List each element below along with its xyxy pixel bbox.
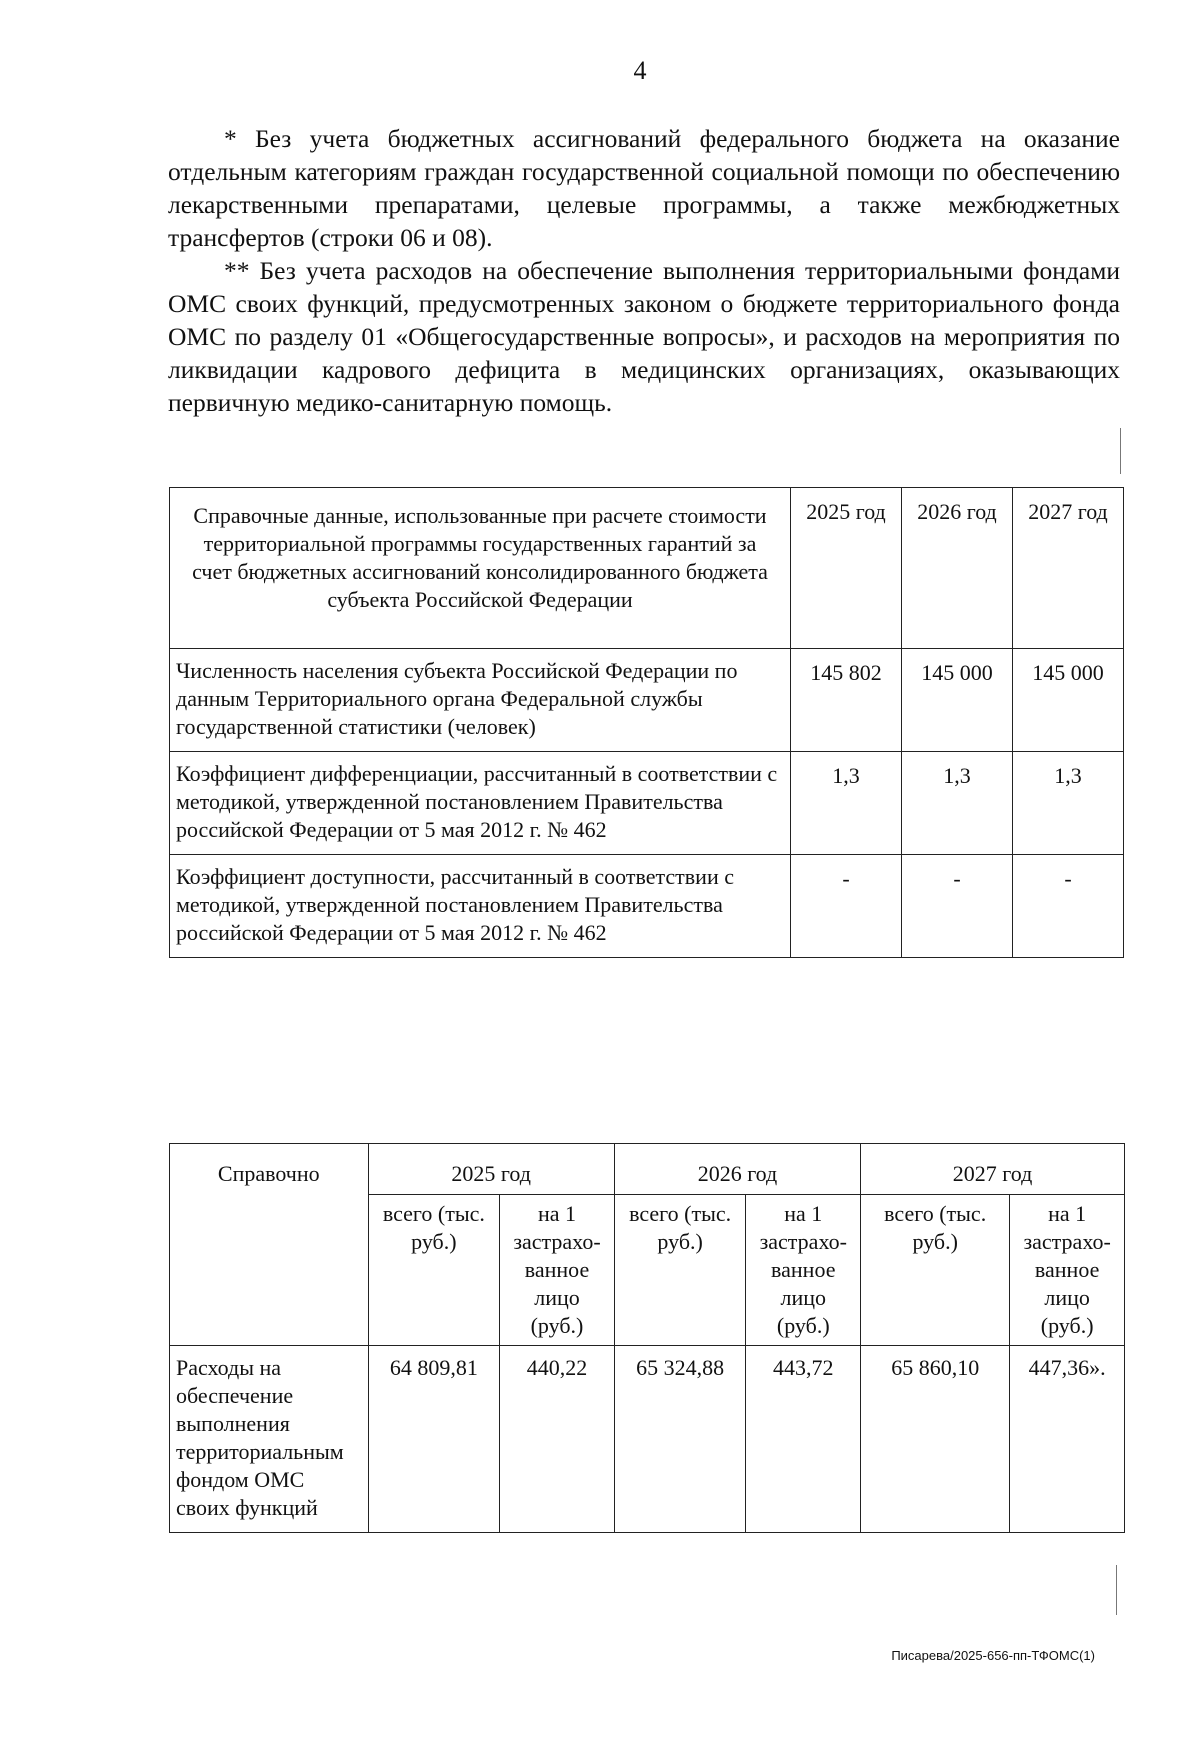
cell-value: 1,3 <box>791 752 902 855</box>
cell-value: 145 000 <box>1013 649 1124 752</box>
footnote-text: * Без учета бюджетных ассигнований федерального бюджета на оказание отдельным категориям граждан государственной социальной помощи по обеспечению лекарственными препаратами, целевые программы, а также межбюджетных трансфертов (строки 06 и 08). <box>168 124 1120 252</box>
page-number: 4 <box>633 56 647 85</box>
table-row <box>170 752 1124 855</box>
table-row <box>170 855 1124 958</box>
cell-value: 64 809,81 <box>368 1346 500 1533</box>
footnote-double-asterisk <box>168 254 1120 419</box>
table-header-row <box>170 488 1124 649</box>
scan-artifact-line <box>1116 1565 1117 1615</box>
cell-value: 1,3 <box>1013 752 1124 855</box>
cell-value: 65 860,10 <box>861 1346 1010 1533</box>
cell-value: 447,36». <box>1010 1346 1125 1533</box>
header-year: 2027 год <box>861 1144 1125 1195</box>
subheader-per-person: на 1 застрахо-ванное лицо (руб.) <box>1010 1195 1125 1346</box>
table-row <box>170 1346 1125 1533</box>
row-label: Коэффициент доступности, рассчитанный в соответствии с методикой, утвержденной постановлением Правительства российской Федерации от 5 мая 2012 г. № 462 <box>170 855 791 958</box>
header-label: Справочно <box>170 1144 369 1346</box>
header-label: Справочные данные, использованные при расчете стоимости территориальной программы государственных гарантий за счет бюджетных ассигнований консолидированного бюджета субъекта Российской Федерации <box>170 488 791 649</box>
row-label: Коэффициент дифференциации, рассчитанный в соответствии с методикой, утвержденной постановлением Правительства российской Федерации от 5 мая 2012 г. № 462 <box>170 752 791 855</box>
header-year: 2027 год <box>1013 488 1124 649</box>
cell-value: 145 802 <box>791 649 902 752</box>
header-year: 2026 год <box>902 488 1013 649</box>
document-reference-code: Писарева/2025-656-пп-ТФОМС(1) <box>891 1648 1095 1663</box>
subheader-total: всего (тыс. руб.) <box>614 1195 746 1346</box>
cell-value: - <box>902 855 1013 958</box>
footnote-single-asterisk <box>168 122 1120 254</box>
cell-value: - <box>1013 855 1124 958</box>
cell-value: 65 324,88 <box>614 1346 746 1533</box>
cell-value: 443,72 <box>746 1346 861 1533</box>
subheader-total: всего (тыс. руб.) <box>368 1195 500 1346</box>
row-label: Расходы на обеспечение выполнения территориальным фондом ОМС своих функций <box>170 1346 369 1533</box>
footnote-text: ** Без учета расходов на обеспечение выполнения территориальными фондами ОМС своих функций, предусмотренных законом о бюджете территориального фонда ОМС по разделу 01 «Общегосударственные вопросы», и расходов на мероприятия по ликвидации кадрового дефицита в медицинских организациях, оказывающих первичную медико-санитарную помощь. <box>168 256 1120 417</box>
cell-value: - <box>791 855 902 958</box>
expenses-table <box>169 1143 1125 1533</box>
cell-value: 1,3 <box>902 752 1013 855</box>
header-year: 2026 год <box>614 1144 860 1195</box>
header-year: 2025 год <box>791 488 902 649</box>
header-year: 2025 год <box>368 1144 614 1195</box>
subheader-per-person: на 1 застрахо-ванное лицо (руб.) <box>500 1195 615 1346</box>
table-row <box>170 649 1124 752</box>
reference-data-table <box>169 487 1124 958</box>
table-header-row <box>170 1144 1125 1195</box>
row-label: Численность населения субъекта Российской Федерации по данным Территориального органа Федеральной службы государственной статистики (человек) <box>170 649 791 752</box>
subheader-total: всего (тыс. руб.) <box>861 1195 1010 1346</box>
subheader-per-person: на 1 застрахо-ванное лицо (руб.) <box>746 1195 861 1346</box>
scan-artifact-line <box>1120 428 1121 474</box>
cell-value: 440,22 <box>500 1346 615 1533</box>
cell-value: 145 000 <box>902 649 1013 752</box>
